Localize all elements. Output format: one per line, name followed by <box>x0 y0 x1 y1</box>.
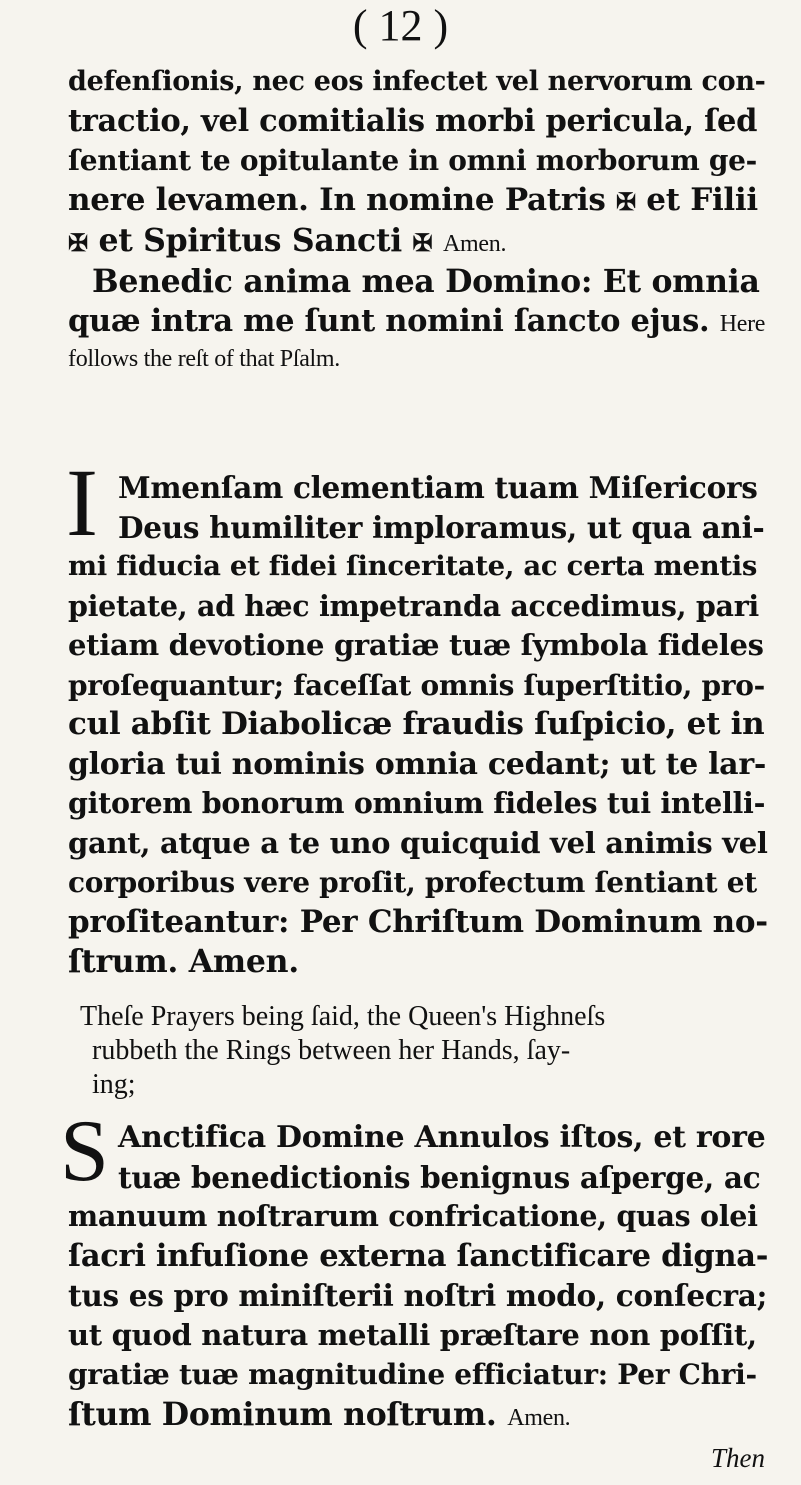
text-line: defenſionis, nec eos infectet vel nervorum con- <box>68 66 766 97</box>
rubric-line: Theſe Prayers being ſaid, the Queen's Highneſs <box>80 1001 606 1032</box>
text-line: Benedic anima mea Domino: Et omnia <box>92 263 760 300</box>
rubric-line: ing; <box>92 1069 136 1100</box>
amen-text: Amen. <box>443 231 507 257</box>
catchword: Then <box>711 1443 765 1473</box>
text-line: Anctifica Domine Annulos iſtos, et rore <box>118 1120 766 1155</box>
text-line: tractio, vel comitialis morbi pericula, ſed <box>68 102 758 139</box>
page-number: ( 12 ) <box>352 1 449 50</box>
prayer-paragraph <box>68 468 768 982</box>
text-line: cul abſit Diabolicæ fraudis ſuſpicio, et in <box>68 706 765 742</box>
text-line: ut quod natura metalli præſtare non poſſit, <box>68 1317 757 1352</box>
text-line <box>68 302 768 345</box>
line-segment: et Filii <box>646 181 758 218</box>
cross-icon: ✠ <box>68 228 88 257</box>
line-segment: et Spiritus Sancti <box>98 222 402 259</box>
text-line: gant, atque a te uno quicquid vel animis vel <box>68 825 768 860</box>
line-segment: quæ intra me ſunt nomini ſancto ejus. <box>68 302 710 339</box>
text-line: manuum noſtrarum confricatione, quas olei <box>68 1199 758 1233</box>
text-line: proſequantur; faceſſat omnis ſuperſtitio, pro- <box>68 668 765 702</box>
line-segment: ſtrum. Amen. <box>68 943 299 980</box>
psalm-incipit <box>68 262 768 374</box>
text-line <box>68 942 768 982</box>
text-line: etiam devotione gratiæ tuæ ſymbola fideles <box>68 628 764 662</box>
cross-icon: ✠ <box>412 228 433 257</box>
consecration-paragraph <box>68 1118 768 1438</box>
text-line: ſentiant te opitulante in omni morborum ge- <box>68 144 757 177</box>
text-line: ſacri infuſione externa ſanctificare digna- <box>68 1237 769 1274</box>
line-segment: ſtum Dominum noſtrum. <box>68 1395 497 1433</box>
text-line: Mmenſam clementiam tuam Miſericors <box>118 470 758 505</box>
text-line: gitorem bonorum omnium fideles tui intelli- <box>68 786 766 820</box>
amen-text: Amen. <box>507 1404 571 1431</box>
rubric-text: Here <box>719 310 766 337</box>
text-line: corporibus vere proſit, profectum ſentiant et <box>68 866 757 899</box>
drop-cap: I <box>66 449 98 556</box>
drop-cap: S <box>60 1103 109 1200</box>
text-line: gratiæ tuæ magnitudine efficiatur: Per Chri- <box>68 1358 757 1391</box>
text-line: Deus humiliter imploramus, ut qua ani- <box>118 509 765 545</box>
line-segment: nere levamen. In nomine Patris <box>68 181 606 218</box>
text-line <box>68 1395 768 1439</box>
text-line <box>68 221 768 265</box>
text-line <box>68 181 768 222</box>
text-line: proſiteantur: Per Chriſtum Dominum no- <box>68 903 768 940</box>
rubric-paragraph <box>80 1000 768 1102</box>
rubric-line: rubbeth the Rings between her Hands, ſay- <box>92 1035 571 1066</box>
blessing-paragraph <box>68 62 768 265</box>
cross-icon: ✠ <box>615 186 636 216</box>
text-line: gloria tui nominis omnia cedant; ut te lar- <box>68 746 766 782</box>
text-line: tuæ benedictionis benignus aſperge, ac <box>118 1159 761 1195</box>
text-line: mi fiducia et fidei ſinceritate, ac certa mentis <box>68 550 758 582</box>
rubric-line: follows the reſt of that Pſalm. <box>68 346 340 372</box>
text-line: pietate, ad hæc impetranda accedimus, pari <box>68 588 759 623</box>
text-line: tus es pro miniſterii noſtri modo, conſecra; <box>68 1278 768 1313</box>
